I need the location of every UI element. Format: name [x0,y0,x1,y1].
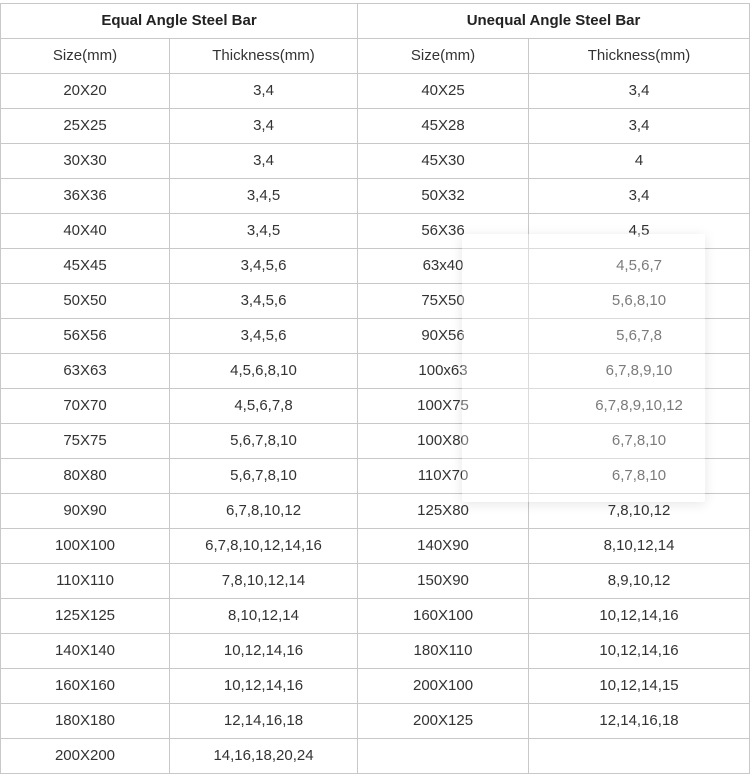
equal-size-cell: 36X36 [1,179,170,214]
equal-thickness-cell: 10,12,14,16 [170,634,358,669]
unequal-thickness-cell: 6,7,8,9,10,12 [529,389,750,424]
equal-thickness-cell: 12,14,16,18 [170,704,358,739]
unequal-thickness-cell: 8,10,12,14 [529,529,750,564]
table-row [1,354,750,389]
equal-size-cell: 160X160 [1,669,170,704]
equal-thickness-cell: 6,7,8,10,12,14,16 [170,529,358,564]
equal-size-cell: 80X80 [1,459,170,494]
table-row [1,319,750,354]
unequal-size-header: Size(mm) [358,39,529,74]
group-header-row [1,4,750,39]
equal-thickness-cell: 3,4 [170,109,358,144]
equal-thickness-header: Thickness(mm) [170,39,358,74]
equal-thickness-cell: 8,10,12,14 [170,599,358,634]
unequal-size-cell: 100X75 [358,389,529,424]
table-row [1,144,750,179]
table-row [1,564,750,599]
equal-size-header: Size(mm) [1,39,170,74]
equal-size-cell: 200X200 [1,739,170,774]
table-row [1,529,750,564]
equal-thickness-cell: 4,5,6,7,8 [170,389,358,424]
table-row [1,109,750,144]
table-row [1,284,750,319]
equal-size-cell: 30X30 [1,144,170,179]
unequal-size-cell: 110X70 [358,459,529,494]
equal-thickness-cell: 5,6,7,8,10 [170,459,358,494]
table-row [1,389,750,424]
equal-size-cell: 20X20 [1,74,170,109]
unequal-size-cell: 160X100 [358,599,529,634]
equal-size-cell: 50X50 [1,284,170,319]
unequal-size-cell [358,739,529,774]
table-row [1,459,750,494]
unequal-size-cell: 100X80 [358,424,529,459]
unequal-size-cell: 40X25 [358,74,529,109]
unequal-thickness-cell: 7,8,10,12 [529,494,750,529]
equal-thickness-cell: 5,6,7,8,10 [170,424,358,459]
unequal-size-cell: 100x63 [358,354,529,389]
table-row [1,74,750,109]
unequal-size-cell: 45X30 [358,144,529,179]
equal-thickness-cell: 3,4 [170,144,358,179]
unequal-size-cell: 63x40 [358,249,529,284]
equal-size-cell: 25X25 [1,109,170,144]
equal-thickness-cell: 7,8,10,12,14 [170,564,358,599]
unequal-size-cell: 125X80 [358,494,529,529]
equal-size-cell: 75X75 [1,424,170,459]
table-row [1,179,750,214]
table-row [1,424,750,459]
unequal-thickness-cell [529,739,750,774]
unequal-thickness-cell: 6,7,8,9,10 [529,354,750,389]
table-row [1,599,750,634]
equal-size-cell: 100X100 [1,529,170,564]
unequal-thickness-cell: 6,7,8,10 [529,424,750,459]
unequal-size-cell: 200X125 [358,704,529,739]
equal-size-cell: 40X40 [1,214,170,249]
unequal-size-cell: 180X110 [358,634,529,669]
unequal-thickness-cell: 4,5,6,7 [529,249,750,284]
unequal-thickness-cell: 6,7,8,10 [529,459,750,494]
table-body [1,74,750,774]
equal-size-cell: 70X70 [1,389,170,424]
unequal-angle-title: Unequal Angle Steel Bar [358,4,750,39]
equal-thickness-cell: 3,4 [170,74,358,109]
unequal-thickness-cell: 3,4 [529,74,750,109]
equal-thickness-cell: 3,4,5,6 [170,249,358,284]
unequal-size-cell: 90X56 [358,319,529,354]
unequal-size-cell: 56X36 [358,214,529,249]
angle-steel-table [0,3,750,774]
unequal-thickness-cell: 5,6,7,8 [529,319,750,354]
unequal-size-cell: 150X90 [358,564,529,599]
unequal-thickness-cell: 3,4 [529,179,750,214]
table-row [1,249,750,284]
unequal-thickness-cell: 8,9,10,12 [529,564,750,599]
equal-thickness-cell: 4,5,6,8,10 [170,354,358,389]
equal-thickness-cell: 3,4,5 [170,214,358,249]
table-row [1,704,750,739]
unequal-thickness-header: Thickness(mm) [529,39,750,74]
table-row [1,214,750,249]
equal-thickness-cell: 3,4,5,6 [170,319,358,354]
unequal-thickness-cell: 12,14,16,18 [529,704,750,739]
table-row [1,669,750,704]
equal-size-cell: 90X90 [1,494,170,529]
equal-thickness-cell: 6,7,8,10,12 [170,494,358,529]
equal-size-cell: 56X56 [1,319,170,354]
table-row [1,494,750,529]
equal-size-cell: 125X125 [1,599,170,634]
equal-size-cell: 110X110 [1,564,170,599]
unequal-thickness-cell: 10,12,14,15 [529,669,750,704]
equal-thickness-cell: 14,16,18,20,24 [170,739,358,774]
equal-angle-title: Equal Angle Steel Bar [1,4,358,39]
table-row [1,739,750,774]
equal-size-cell: 180X180 [1,704,170,739]
equal-size-cell: 140X140 [1,634,170,669]
equal-thickness-cell: 3,4,5,6 [170,284,358,319]
unequal-size-cell: 200X100 [358,669,529,704]
unequal-thickness-cell: 3,4 [529,109,750,144]
equal-thickness-cell: 3,4,5 [170,179,358,214]
unequal-size-cell: 45X28 [358,109,529,144]
equal-size-cell: 45X45 [1,249,170,284]
equal-thickness-cell: 10,12,14,16 [170,669,358,704]
unequal-size-cell: 140X90 [358,529,529,564]
unequal-thickness-cell: 10,12,14,16 [529,634,750,669]
unequal-size-cell: 75X50 [358,284,529,319]
unequal-size-cell: 50X32 [358,179,529,214]
unequal-thickness-cell: 4,5 [529,214,750,249]
unequal-thickness-cell: 10,12,14,16 [529,599,750,634]
column-header-row [1,39,750,74]
table-row [1,634,750,669]
equal-size-cell: 63X63 [1,354,170,389]
unequal-thickness-cell: 4 [529,144,750,179]
unequal-thickness-cell: 5,6,8,10 [529,284,750,319]
